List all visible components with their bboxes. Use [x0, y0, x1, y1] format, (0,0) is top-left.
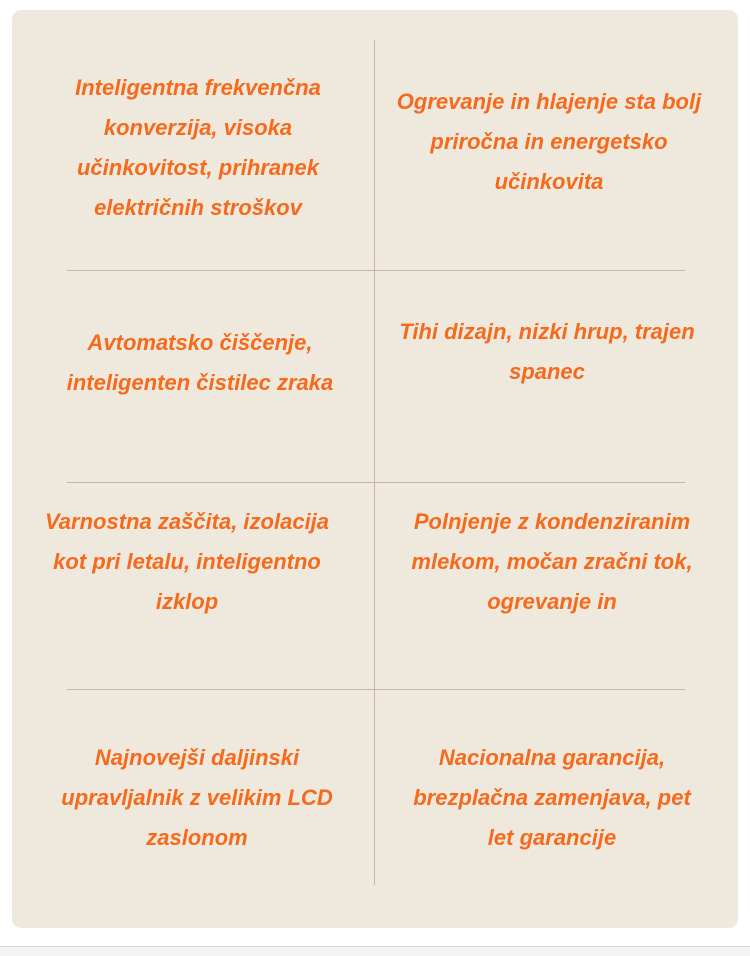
horizontal-divider-1 — [67, 270, 685, 271]
horizontal-divider-3 — [67, 689, 685, 690]
feature-cell-6: Polnjenje z kondenziranim mlekom, močan zračni tok, ogrevanje in — [411, 509, 693, 614]
feature-cell-3: Avtomatsko čiščenje, inteligenten čistilec zraka — [66, 330, 334, 395]
feature-cell-7: Najnovejši daljinski upravljalnik z velikim LCD zaslonom — [61, 745, 333, 850]
horizontal-divider-2 — [67, 482, 685, 483]
feature-cell-2: Ogrevanje in hlajenje sta bolj priročna in energetsko učinkovita — [396, 89, 702, 194]
vertical-divider — [374, 40, 375, 885]
feature-cell-5: Varnostna zaščita, izolacija kot pri letalu, inteligentno izklop — [44, 509, 330, 614]
feature-cell-4: Tihi dizajn, nizki hrup, trajen spanec — [399, 319, 695, 384]
feature-cell-8: Nacionalna garancija, brezplačna zamenjava, pet let garancije — [413, 745, 691, 850]
feature-grid-panel — [12, 10, 738, 928]
feature-cell-1: Inteligentna frekvenčna konverzija, visoka učinkovitost, prihranek električnih stroškov — [75, 75, 321, 220]
